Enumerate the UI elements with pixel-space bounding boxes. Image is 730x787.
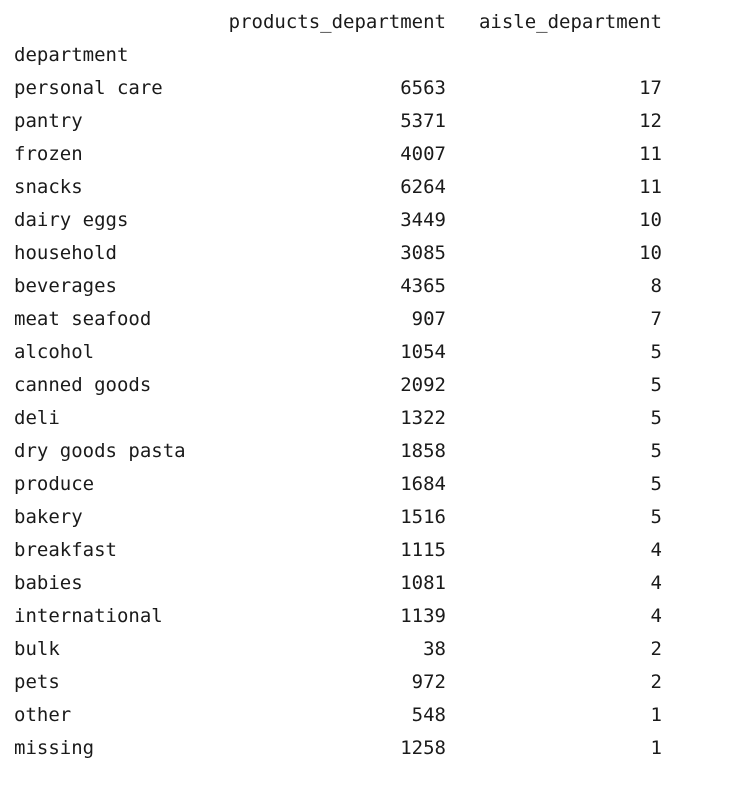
cell-products-department: 3449 xyxy=(400,209,446,231)
cell-products-department: 1115 xyxy=(400,539,446,561)
row-index-department: snacks xyxy=(14,176,83,198)
table-row xyxy=(14,204,664,237)
cell-products-department: 1081 xyxy=(400,572,446,594)
row-index-department: meat seafood xyxy=(14,308,152,330)
row-index-department: produce xyxy=(14,473,95,495)
table-row xyxy=(14,105,664,138)
row-index-department: alcohol xyxy=(14,341,95,363)
cell-products-department: 4007 xyxy=(400,143,446,165)
cell-aisle-department: 5 xyxy=(650,341,662,363)
cell-aisle-department: 10 xyxy=(639,209,662,231)
table-row xyxy=(14,534,664,567)
cell-aisle-department: 8 xyxy=(650,275,662,297)
cell-aisle-department: 5 xyxy=(650,374,662,396)
row-index-department: dry goods pasta xyxy=(14,440,186,462)
cell-products-department: 6264 xyxy=(400,176,446,198)
index-name-label: department xyxy=(14,44,129,66)
cell-products-department: 4365 xyxy=(400,275,446,297)
row-index-department: pets xyxy=(14,671,60,693)
cell-products-department: 38 xyxy=(423,638,446,660)
table-row xyxy=(14,270,664,303)
cell-products-department: 1139 xyxy=(400,605,446,627)
table-row xyxy=(14,237,664,270)
table-row xyxy=(14,138,664,171)
row-index-department: deli xyxy=(14,407,60,429)
row-index-department: frozen xyxy=(14,143,83,165)
table-row xyxy=(14,369,664,402)
table-body xyxy=(14,72,664,765)
table-row xyxy=(14,402,664,435)
cell-products-department: 6563 xyxy=(400,77,446,99)
row-index-department: canned goods xyxy=(14,374,152,396)
row-index-department: other xyxy=(14,704,72,726)
cell-aisle-department: 2 xyxy=(650,638,662,660)
cell-aisle-department: 2 xyxy=(650,671,662,693)
cell-products-department: 5371 xyxy=(400,110,446,132)
cell-aisle-department: 1 xyxy=(650,704,662,726)
table-row xyxy=(14,501,664,534)
column-header-row xyxy=(14,6,664,39)
table-row xyxy=(14,732,664,765)
table-row xyxy=(14,699,664,732)
row-index-department: bakery xyxy=(14,506,83,528)
table-row xyxy=(14,171,664,204)
cell-products-department: 1054 xyxy=(400,341,446,363)
table-row xyxy=(14,72,664,105)
cell-aisle-department: 11 xyxy=(639,143,662,165)
row-index-department: pantry xyxy=(14,110,83,132)
cell-aisle-department: 5 xyxy=(650,407,662,429)
column-header-products-department: products_department xyxy=(228,11,446,33)
cell-aisle-department: 4 xyxy=(650,605,662,627)
cell-products-department: 1684 xyxy=(400,473,446,495)
cell-products-department: 2092 xyxy=(400,374,446,396)
dataframe-output xyxy=(14,6,664,765)
cell-products-department: 972 xyxy=(411,671,446,693)
cell-aisle-department: 5 xyxy=(650,473,662,495)
cell-aisle-department: 12 xyxy=(639,110,662,132)
row-index-department: personal care xyxy=(14,77,163,99)
row-index-department: beverages xyxy=(14,275,117,297)
cell-aisle-department: 4 xyxy=(650,572,662,594)
cell-products-department: 907 xyxy=(411,308,446,330)
table-row xyxy=(14,666,664,699)
row-index-department: babies xyxy=(14,572,83,594)
cell-aisle-department: 5 xyxy=(650,506,662,528)
cell-products-department: 1516 xyxy=(400,506,446,528)
row-index-department: international xyxy=(14,605,163,627)
table-row xyxy=(14,633,664,666)
row-index-department: breakfast xyxy=(14,539,117,561)
cell-aisle-department: 1 xyxy=(650,737,662,759)
table-row xyxy=(14,468,664,501)
table-row xyxy=(14,336,664,369)
row-index-department: missing xyxy=(14,737,95,759)
cell-products-department: 1258 xyxy=(400,737,446,759)
table-row xyxy=(14,435,664,468)
table-row xyxy=(14,567,664,600)
cell-aisle-department: 4 xyxy=(650,539,662,561)
cell-aisle-department: 17 xyxy=(639,77,662,99)
cell-aisle-department: 10 xyxy=(639,242,662,264)
row-index-department: household xyxy=(14,242,117,264)
index-name-row xyxy=(14,39,664,72)
cell-products-department: 3085 xyxy=(400,242,446,264)
cell-products-department: 548 xyxy=(411,704,446,726)
row-index-department: bulk xyxy=(14,638,60,660)
table-row xyxy=(14,303,664,336)
cell-aisle-department: 11 xyxy=(639,176,662,198)
cell-products-department: 1858 xyxy=(400,440,446,462)
column-header-aisle-department: aisle_department xyxy=(478,11,662,33)
cell-aisle-department: 5 xyxy=(650,440,662,462)
row-index-department: dairy eggs xyxy=(14,209,129,231)
cell-products-department: 1322 xyxy=(400,407,446,429)
cell-aisle-department: 7 xyxy=(650,308,662,330)
table-row xyxy=(14,600,664,633)
